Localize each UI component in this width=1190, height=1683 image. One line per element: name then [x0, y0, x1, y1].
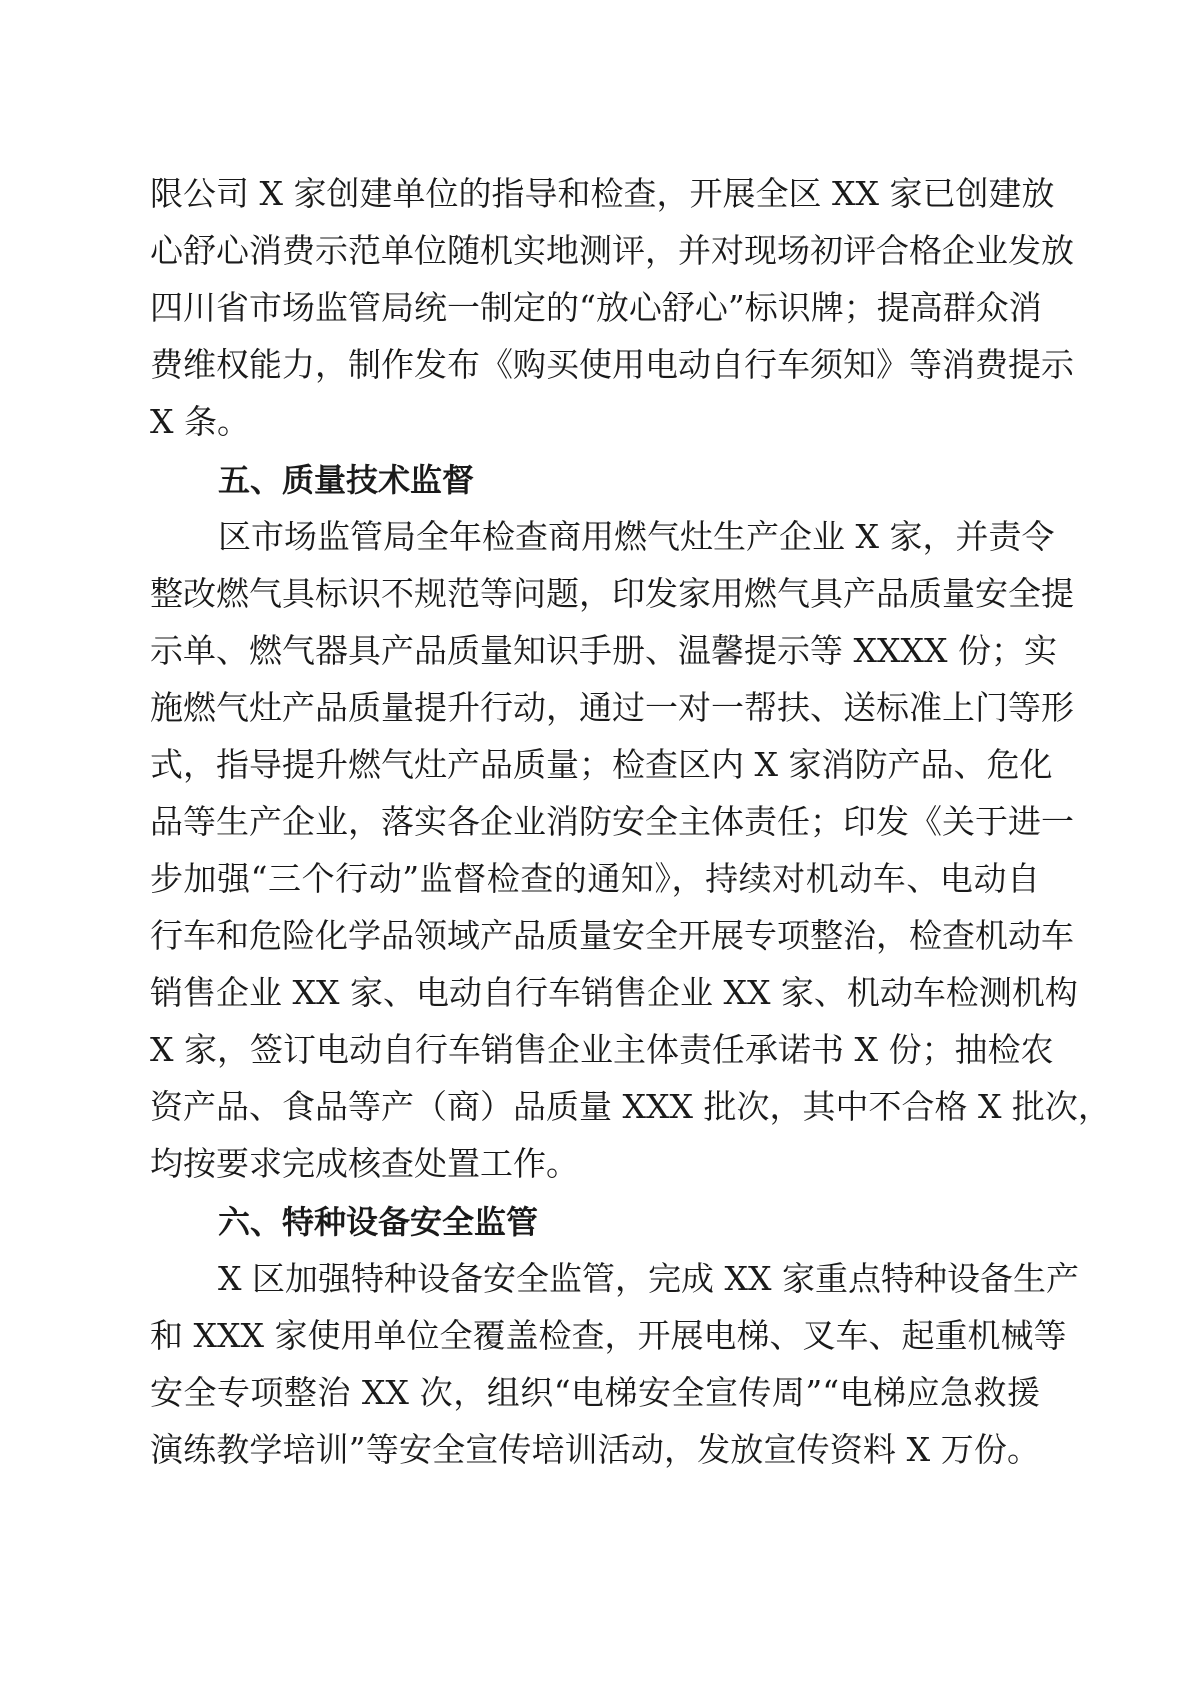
paragraph-line: X 家，签订电动自行车销售企业主体责任承诺书 X 份；抽检农	[150, 1030, 1054, 1069]
paragraph-line: 示单、燃气器具产品质量知识手册、温馨提示等 XXXX 份；实	[150, 631, 1057, 670]
paragraph-line: 区市场监管局全年检查商用燃气灶生产企业 X 家，并责令	[218, 517, 1055, 556]
paragraph-line: 演练教学培训”等安全宣传培训活动，发放宣传资料 X 万份。	[150, 1430, 1040, 1469]
paragraph-line: 限公司 X 家创建单位的指导和检查，开展全区 XX 家已创建放	[150, 174, 1055, 213]
paragraph-line: X 区加强特种设备安全监管，完成 XX 家重点特种设备生产	[218, 1259, 1079, 1298]
paragraph-line: 品等生产企业，落实各企业消防安全主体责任；印发《关于进一	[150, 802, 1074, 841]
paragraph-line: X 条。	[150, 402, 250, 441]
paragraph-line: 行车和危险化学品领域产品质量安全开展专项整治，检查机动车	[150, 916, 1074, 955]
paragraph-line: 四川省市场监管局统一制定的“放心舒心”标识牌；提高群众消	[150, 288, 1042, 327]
paragraph-line: 步加强“三个行动”监督检查的通知》，持续对机动车、电动自	[150, 859, 1040, 898]
paragraph-line: 施燃气灶产品质量提升行动，通过一对一帮扶、送标准上门等形	[150, 688, 1074, 727]
section-heading: 六、特种设备安全监管	[218, 1203, 539, 1241]
paragraph-line: 费维权能力，制作发布《购买使用电动自行车须知》等消费提示	[150, 345, 1074, 384]
paragraph-line: 销售企业 XX 家、电动自行车销售企业 XX 家、机动车检测机构	[150, 973, 1078, 1012]
paragraph-line: 式，指导提升燃气灶产品质量；检查区内 X 家消防产品、危化	[150, 745, 1053, 784]
paragraph-line: 和 XXX 家使用单位全覆盖检查，开展电梯、叉车、起重机械等	[150, 1316, 1067, 1355]
paragraph-line: 安全专项整治 XX 次，组织“电梯安全宣传周”“电梯应急救援	[150, 1373, 1040, 1412]
paragraph-line: 心舒心消费示范单位随机实地测评，并对现场初评合格企业发放	[150, 231, 1074, 270]
paragraph-line: 均按要求完成核查处置工作。	[150, 1144, 579, 1183]
paragraph-line: 资产品、食品等产（商）品质量 XXX 批次，其中不合格 X 批次，	[150, 1087, 1111, 1126]
section-heading: 五、质量技术监督	[218, 461, 475, 499]
paragraph-line: 整改燃气具标识不规范等问题，印发家用燃气具产品质量安全提	[150, 574, 1074, 613]
